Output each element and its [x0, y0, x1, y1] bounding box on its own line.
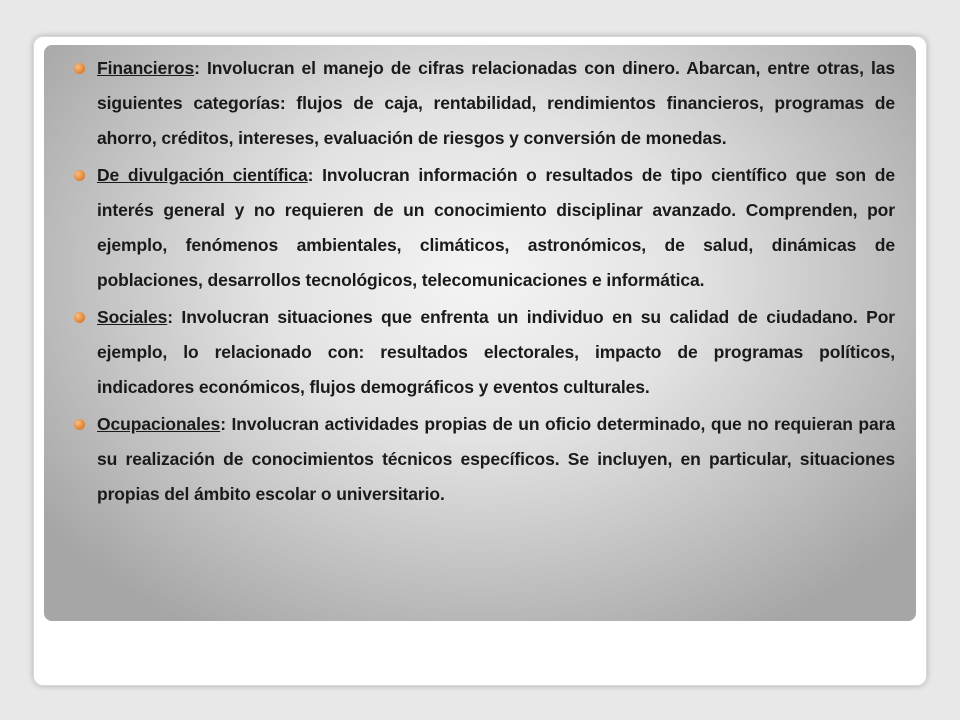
bullet-item-divulgacion-cientifica: [74, 158, 895, 298]
bullet-term: Ocupacionales: [97, 414, 221, 434]
bullet-item-sociales: [74, 300, 895, 405]
bullet-text: : Involucran información o resultados de tipo científico que son de interés general y no requieren de un conocimiento disciplinar avanzado. Comprenden, por ejemplo, fenómenos ambientales, climáticos, astronómicos, de salud, dinámicas de poblaciones, desarrollos tecnológicos, telecomunicaciones e informática.: [97, 165, 895, 290]
bullet-dot-icon: [74, 63, 85, 74]
bullet-item-ocupacionales: [74, 407, 895, 512]
bullet-item-financieros: [74, 51, 895, 156]
bullet-text: : Involucran el manejo de cifras relacionadas con dinero. Abarcan, entre otras, las siguientes categorías: flujos de caja, rentabilidad, rendimientos financieros, programas de ahorro, créditos, intereses, evaluación de riesgos y conversión de monedas.: [97, 58, 895, 148]
bullet-term: De divulgación científica: [97, 165, 308, 185]
bullet-dot-icon: [74, 170, 85, 181]
bullet-dot-icon: [74, 419, 85, 430]
bullet-text: : Involucran situaciones que enfrenta un individuo en su calidad de ciudadano. Por ejemplo, lo relacionado con: resultados electorales, impacto de programas políticos, indicadores económicos, flujos demográficos y eventos culturales.: [97, 307, 895, 397]
bullet-term: Financieros: [97, 58, 195, 78]
bullet-dot-icon: [74, 312, 85, 323]
bullet-text: : Involucran actividades propias de un oficio determinado, que no requieran para su realización de conocimientos técnicos específicos. Se incluyen, en particular, situaciones propias del ámbito escolar o universitario.: [97, 414, 895, 504]
bullet-list: [74, 51, 895, 514]
bullet-term: Sociales: [97, 307, 168, 327]
